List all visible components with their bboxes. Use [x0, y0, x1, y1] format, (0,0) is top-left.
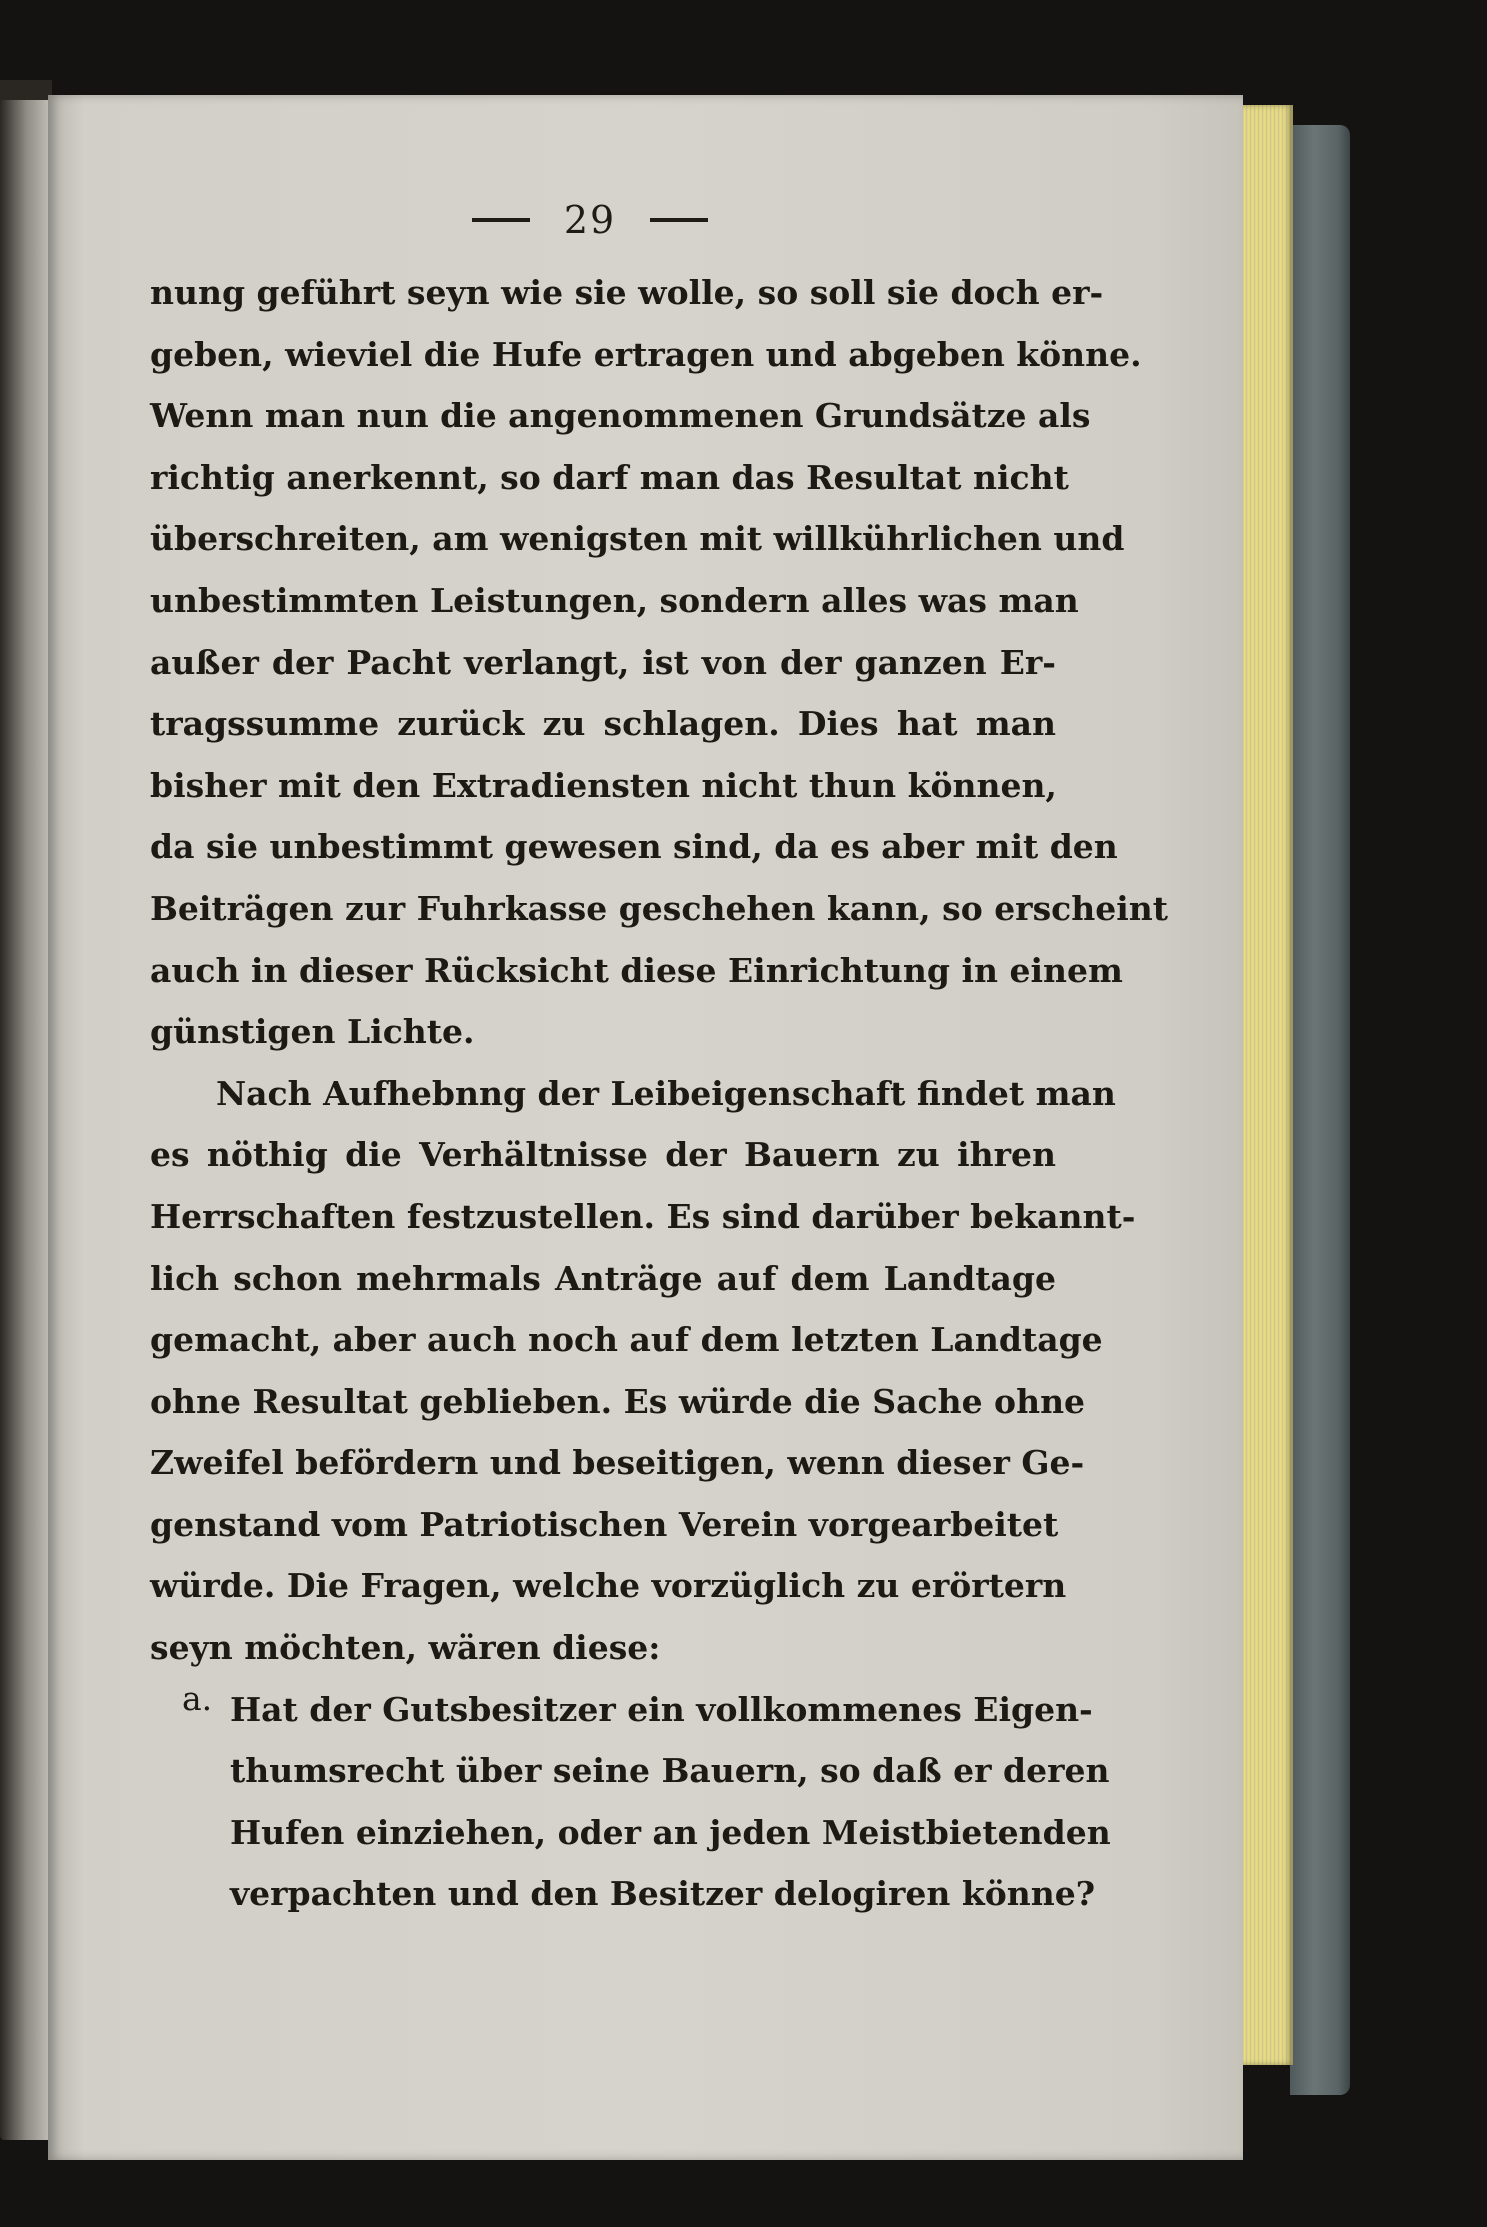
page-number: 29 — [563, 198, 617, 242]
page-edges — [1243, 105, 1293, 2065]
text-line: Zweifel befördern und beseitigen, wenn dieser Ge- — [150, 1443, 1085, 1483]
text-line: seyn möchten, wären diese: — [150, 1628, 661, 1668]
text-line: Wenn man nun die angenommenen Grundsätze als — [150, 396, 1091, 436]
text-line: gemacht, aber auch noch auf dem letzten Landtage — [150, 1320, 1103, 1360]
text-line: Beiträgen zur Fuhrkasse geschehen kann, so erscheint — [150, 888, 1169, 928]
paragraph — [150, 1063, 1136, 1679]
text-line: geben, wieviel die Hufe ertragen und abgeben könne. — [150, 334, 1142, 374]
text-line: Herrschaften festzustellen. Es sind darüber bekannt- — [150, 1196, 1136, 1236]
text-line: auch in dieser Rücksicht diese Einrichtung in einem — [150, 950, 1123, 990]
text-line: überschreiten, am wenigsten mit willkührlichen und — [150, 519, 1125, 559]
body-text — [150, 262, 1169, 1925]
text-line: thumsrecht über seine Bauern, so daß er deren — [230, 1751, 1110, 1791]
text-line: da sie unbestimmt gewesen sind, da es aber mit den — [150, 827, 1118, 867]
text-line: Hufen einziehen, oder an jeden Meistbietenden — [230, 1812, 1111, 1852]
text-line: bisher mit den Extradiensten nicht thun können, — [150, 765, 1057, 805]
text-line: Hat der Gutsbesitzer ein vollkommenes Eigen- — [230, 1689, 1093, 1729]
header-dash-left — [472, 218, 530, 222]
text-line: tragssumme zurück zu schlagen. Dies hat man — [150, 704, 1056, 744]
text-line: günstigen Lichte. — [150, 1012, 475, 1052]
text-line: ohne Resultat geblieben. Es würde die Sache ohne — [150, 1381, 1086, 1421]
page-header — [440, 190, 740, 250]
book-cover — [1290, 125, 1350, 2095]
paragraph — [150, 262, 1169, 1063]
header-dash-right — [650, 218, 708, 222]
text-line: richtig anerkennt, so darf man das Resultat nicht — [150, 457, 1069, 497]
text-line: außer der Pacht verlangt, ist von der ganzen Er- — [150, 642, 1056, 682]
text-line: Nach Aufhebnng der Leibeigenschaft findet man — [216, 1073, 1116, 1113]
text-line: es nöthig die Verhältnisse der Bauern zu ihren — [150, 1135, 1056, 1175]
text-line: unbestimmten Leistungen, sondern alles was man — [150, 580, 1079, 620]
list-marker: a. — [182, 1678, 213, 1718]
text-line: lich schon mehrmals Anträge auf dem Landtage — [150, 1258, 1056, 1298]
list-item — [150, 1678, 1111, 1925]
text-line: verpachten und den Besitzer delogiren könne? — [230, 1874, 1096, 1914]
text-line: würde. Die Fragen, welche vorzüglich zu erörtern — [150, 1566, 1067, 1606]
text-line: nung geführt seyn wie sie wolle, so soll sie doch er- — [150, 273, 1104, 312]
left-page — [0, 100, 48, 2140]
text-line: genstand vom Patriotischen Verein vorgearbeitet — [150, 1504, 1059, 1544]
